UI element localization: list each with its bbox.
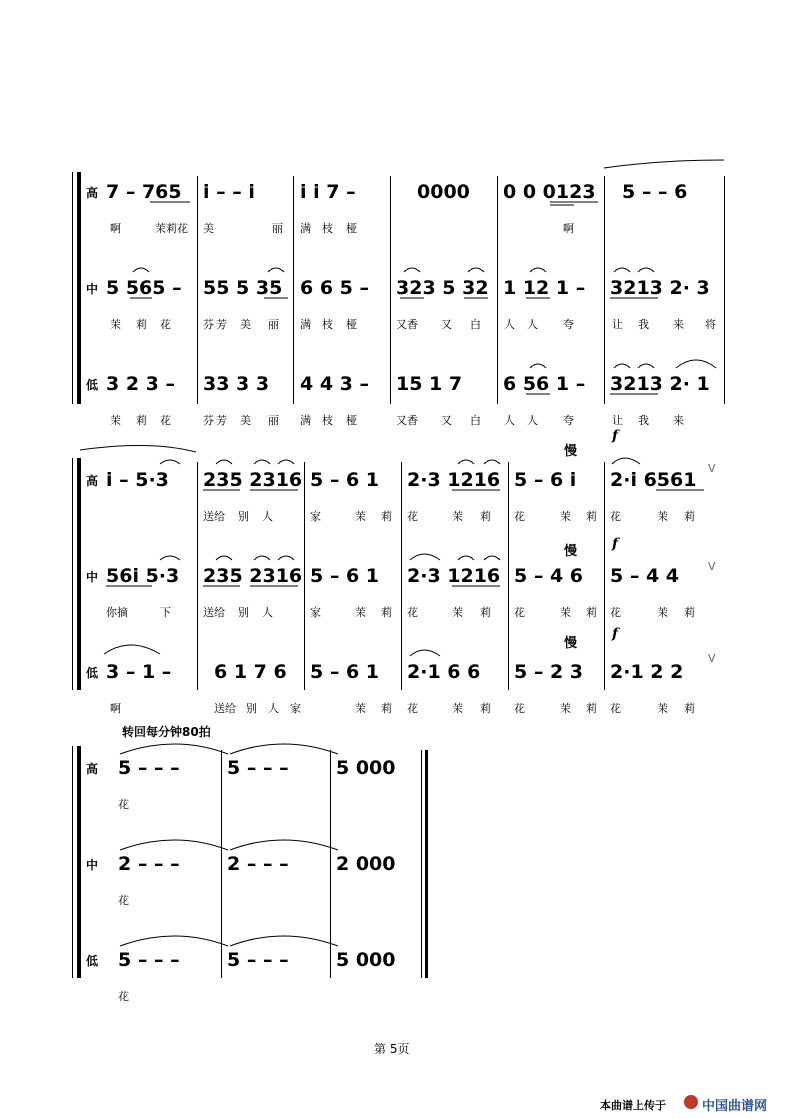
lyric: 桠 [346, 318, 357, 331]
forte-mark: f [612, 626, 619, 642]
voice-label-high: 高 [86, 474, 99, 488]
measure-notes: 3213 2· 1 [610, 373, 710, 395]
lyric: 夸 [563, 318, 574, 331]
lyric: 又 [441, 318, 452, 331]
lyric: 花 [118, 894, 129, 907]
measure-notes: 5 000 [336, 757, 396, 779]
measure-notes: 235 2316 [203, 565, 303, 587]
lyric: 茉 [452, 702, 463, 715]
site-logo-text: 中国曲谱网 [702, 1099, 768, 1114]
lyric: 白 [470, 318, 481, 331]
measure-notes: 55 5 35 [203, 277, 283, 299]
tempo-mark: 转回每分钟80拍 [122, 725, 211, 739]
measure-notes: 5 000 [336, 949, 396, 971]
lyric: 枝 [322, 318, 333, 331]
lyric: 莉 [381, 606, 392, 619]
lyric: 送给 [203, 606, 225, 619]
voice-label-mid: 中 [86, 570, 99, 584]
measure-notes: 2·1 6 6 [407, 661, 481, 683]
measure-notes: 33 3 3 [203, 373, 270, 395]
lyric: 美 [203, 222, 214, 235]
lyric: 人 [504, 414, 515, 427]
lyric: 别 [238, 510, 249, 523]
lyric: 美 [240, 414, 251, 427]
measure-notes: 2 – – – [118, 853, 180, 875]
voice-label-high: 高 [86, 186, 99, 200]
measure-notes: 5 – – 6 [622, 181, 688, 203]
measure-notes: 323 5 32 [396, 277, 489, 299]
measure-notes: 7 – 765 [106, 181, 182, 203]
breath-mark: V [708, 560, 716, 573]
lyric: 花 [118, 798, 129, 811]
lyric: 莉 [381, 702, 392, 715]
measure-notes: 6 6 5 – [300, 277, 370, 299]
lyric: 来 [673, 414, 684, 427]
lyric: 莉 [684, 510, 695, 523]
lyric: 枝 [322, 222, 333, 235]
lyric: 花 [407, 702, 418, 715]
measure-notes: 3 2 3 – [106, 373, 176, 395]
measure-notes: 5 – 2 3 [514, 661, 584, 683]
lyric: 茉 [110, 414, 121, 427]
measure-notes: 2·i 6561 [610, 469, 697, 491]
lyric: 芳 [216, 414, 227, 427]
lyric: 花 [160, 414, 171, 427]
voice-label-low: 低 [86, 954, 99, 968]
measure-notes: 6 1 7 6 [214, 661, 287, 683]
lyric: 丽 [272, 222, 283, 235]
measure-notes: i – 5·3 [106, 469, 169, 491]
measure-notes: 235 2316 [203, 469, 303, 491]
measure-notes: 0 0 0123 [503, 181, 596, 203]
voice-label-mid: 中 [86, 858, 99, 872]
measure-notes: 5 – – – [227, 949, 289, 971]
forte-mark: f [612, 428, 619, 444]
measure-notes: 15 1 7 [396, 373, 463, 395]
lyric: 花 [610, 510, 621, 523]
measure-notes: 56i 5·3 [106, 565, 180, 587]
lyric: 花 [118, 990, 129, 1003]
lyric: 茉 [110, 318, 121, 331]
lyric: 莉 [136, 414, 147, 427]
measure-notes: 2 000 [336, 853, 396, 875]
lyric: 花 [407, 606, 418, 619]
slow-mark: 慢 [564, 544, 578, 559]
lyric: 花 [407, 510, 418, 523]
lyric: 又 [441, 414, 452, 427]
lyric: 莉 [684, 606, 695, 619]
lyric: 将 [705, 318, 716, 331]
lyric: 桠 [346, 222, 357, 235]
lyric: 家 [290, 702, 301, 715]
lyric: 莉 [136, 318, 147, 331]
lyric: 送给 [214, 702, 236, 715]
lyric: 人 [527, 318, 538, 331]
slow-mark: 慢 [564, 444, 578, 459]
measure-notes: 5 – 6 1 [310, 469, 380, 491]
lyric: 来 [673, 318, 684, 331]
lyric: 莉 [381, 510, 392, 523]
measure-notes: 5 – 6 1 [310, 661, 380, 683]
lyric: 家 [310, 510, 321, 523]
lyric: 满 [300, 318, 311, 331]
voice-label-high: 高 [86, 762, 99, 776]
lyric: 莉 [684, 702, 695, 715]
lyric: 花 [514, 510, 525, 523]
lyric: 美 [240, 318, 251, 331]
measure-notes: i i 7 – [300, 181, 356, 203]
lyric: 茉 [355, 702, 366, 715]
measure-notes: 3 – 1 – [106, 661, 172, 683]
lyric: 人 [504, 318, 515, 331]
measure-notes: i – – i [203, 181, 255, 203]
lyric: 又香 [396, 318, 418, 331]
lyric: 白 [470, 414, 481, 427]
lyric: 花 [610, 702, 621, 715]
measure-notes: 5 – 4 4 [610, 565, 680, 587]
measure-notes: 5 – – – [227, 757, 289, 779]
lyric: 让 [612, 414, 623, 427]
lyric: 桠 [346, 414, 357, 427]
measure-notes: 5 – 6 1 [310, 565, 380, 587]
forte-mark: f [612, 536, 619, 552]
measure-notes: 5 – 4 6 [514, 565, 584, 587]
lyric: 我 [638, 318, 649, 331]
measure-notes: 3213 2· 3 [610, 277, 710, 299]
lyric: 茉 [452, 510, 463, 523]
site-logo-icon [684, 1095, 698, 1109]
lyric: 茉 [452, 606, 463, 619]
lyric: 又香 [396, 414, 418, 427]
lyric: 人 [268, 702, 279, 715]
lyric: 茉 [560, 510, 571, 523]
lyric: 茉 [355, 510, 366, 523]
lyric: 啊 [110, 222, 121, 235]
lyric: 啊 [563, 222, 574, 235]
measure-notes: 2 – – – [227, 853, 289, 875]
lyric: 莉 [586, 702, 597, 715]
lyric: 花 [514, 702, 525, 715]
lyric: 莉 [480, 606, 491, 619]
lyric: 茉莉花 [155, 222, 188, 235]
lyric: 人 [262, 510, 273, 523]
lyric: 花 [160, 318, 171, 331]
lyric: 人 [527, 414, 538, 427]
measure-notes: 5 – – – [118, 757, 180, 779]
lyric: 别 [246, 702, 257, 715]
voice-label-low: 低 [86, 378, 99, 392]
lyric: 我 [638, 414, 649, 427]
measure-notes: 4 4 3 – [300, 373, 370, 395]
lyric: 芬 [203, 318, 214, 331]
lyric: 芬 [203, 414, 214, 427]
lyric: 满 [300, 222, 311, 235]
lyric: 枝 [322, 414, 333, 427]
measure-notes: 2·1 2 2 [610, 661, 684, 683]
lyric: 茉 [560, 606, 571, 619]
lyric: 花 [610, 606, 621, 619]
lyric: 芳 [216, 318, 227, 331]
lyric: 家 [310, 606, 321, 619]
lyric: 莉 [586, 606, 597, 619]
lyric: 丽 [268, 414, 279, 427]
lyric: 茉 [355, 606, 366, 619]
measure-notes: 6 56 1 – [503, 373, 586, 395]
lyric: 满 [300, 414, 311, 427]
page-number: 第 5页 [374, 1042, 410, 1056]
breath-mark: V [708, 462, 716, 475]
slow-mark: 慢 [564, 636, 578, 651]
voice-label-low: 低 [86, 666, 99, 680]
lyric: 别 [238, 606, 249, 619]
measure-notes: 5 – – – [118, 949, 180, 971]
lyric: 茉 [657, 606, 668, 619]
lyric: 夸 [563, 414, 574, 427]
measure-notes: 2·3 1216 [407, 565, 501, 587]
measure-notes: 1 12 1 – [503, 277, 586, 299]
lyric: 让 [612, 318, 623, 331]
lyric: 莉 [480, 702, 491, 715]
lyric: 人 [262, 606, 273, 619]
lyric: 丽 [268, 318, 279, 331]
lyric: 送给 [203, 510, 225, 523]
lyric: 茉 [657, 702, 668, 715]
measure-notes: 2·3 1216 [407, 469, 501, 491]
measure-notes: 5 – 6 i [514, 469, 577, 491]
upload-notice: 本曲谱上传于 [600, 1099, 666, 1112]
breath-mark: V [708, 652, 716, 665]
lyric: 啊 [110, 702, 121, 715]
lyric: 莉 [586, 510, 597, 523]
lyric: 茉 [657, 510, 668, 523]
lyric: 花 [514, 606, 525, 619]
lyric: 下 [160, 606, 171, 619]
voice-label-mid: 中 [86, 282, 99, 296]
lyric: 茉 [560, 702, 571, 715]
measure-notes: 5 565 – [106, 277, 182, 299]
measure-notes: 0000 [417, 181, 470, 203]
lyric: 你摘 [106, 606, 128, 619]
lyric: 莉 [480, 510, 491, 523]
